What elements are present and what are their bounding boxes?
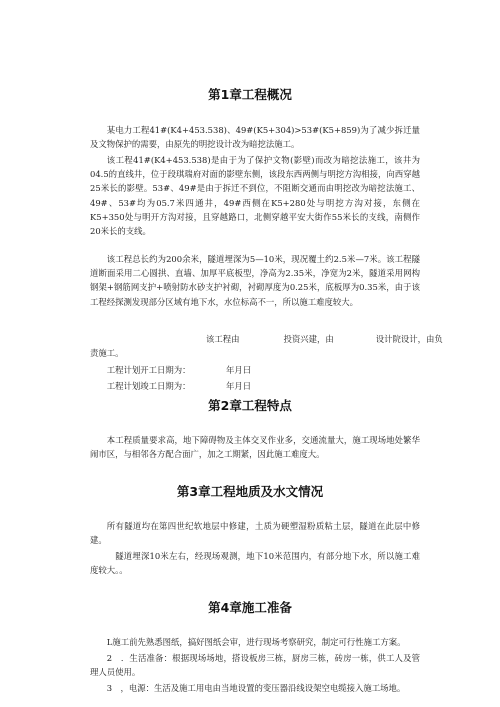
ch4-item-2: 2 ．生活准备：根据现场场地，搭设板房三栋，厨房三栋，砖房一栋，供工人及管理人员使用。 <box>90 653 420 678</box>
ch4-item-3: 3 ，电源：生活及施工用电由当地设置的变压器沿线设架空电缆接入施工场地。 <box>106 683 406 693</box>
chapter-2-title: 第2章工程特点 <box>208 398 292 413</box>
ch3-paragraph-2: 隧道埋深10米左右，经现场观测，地下10米范围内，有部分地下水，所以施工难度较大。。 <box>90 551 420 576</box>
ch3-paragraph-1: 所有隧道均在第四世纪软地层中修建，土质为硬塑湿粉质粘土层，隧道在此层中修建。 <box>90 521 420 546</box>
planned-end-row <box>90 379 430 393</box>
chapter-3-title: 第3章工程地质及水文情况 <box>176 484 324 499</box>
planned-start-value: 年月曰 <box>226 365 252 375</box>
ch2-paragraph-1: 本工程质量要求高，地下障碍物及主体交叉作业多，交通流量大，施工现场地处繁华闹市区，与相邻各方配合面广，加之工期紧，因此施工难度大。 <box>90 435 420 460</box>
ch1-invest-line <box>90 332 443 346</box>
planned-end-value: 年月日 <box>226 381 252 391</box>
planned-start-label: 工程计划开工日期为： <box>106 365 191 375</box>
ch4-item-1: L施工前先熟悉图纸，搞好图纸会审，进行现场考察研究，制定可行性施工方案。 <box>106 637 406 647</box>
invest-part-b: 投资兴建，由 <box>283 334 334 344</box>
ch1-paragraph-3: 该工程总长约为200余米，隧道埋深为5—10米，现况覆土约2.5米—7米。该工程隧道断面采用二心圆拱、直墙、加厚平底板型，净高为2.35米，净宽为2米，隧道采用网构钢架+钢筋网支护+喷射防水砂支护衬砌，衬砌厚度为0.25米，底板厚为0.35米，由于该工程经探测发现部分区域有地下水，水位标高不一，所以施工难度较大。 <box>90 254 420 307</box>
planned-end-label: 工程计划竣工日期为： <box>106 381 191 391</box>
ch1-invest-line-2 <box>90 346 430 360</box>
chapter-4-title: 第4章施工准备 <box>208 600 292 615</box>
invest-part-c: 设计院设计，由负 <box>375 334 443 344</box>
chapter-1-title: 第1章工程概况 <box>208 87 292 102</box>
invest-part-d: 责施工。 <box>90 348 124 358</box>
ch1-paragraph-2: 该工程41#(K4+453.538)是由于为了保护文物(影壁)而改为暗挖法施工，该井为04.5的直线井，位于段琪瑞府对面的影壁东侧，该段东西两侧与明挖方沟相接，向西穿越25米长的影壁。53#、49#是由于拆迁不到位，不阻断交通而由明挖改为暗挖法施工、49#、53#均为05.7米四通井，49#西侧在K5+280处与明挖方沟对接，东侧在K5+350处与明开方沟对接，且穿越路口，北侧穿越平安大街作55米长的支线，南侧作20米长的支线。 <box>90 155 420 237</box>
planned-start-row <box>90 363 430 377</box>
invest-part-a: 该工程由 <box>206 334 240 344</box>
ch1-paragraph-1: 某电力工程41#(K4+453.538)、49#(K5+304)>53#(K5+859)为了减少拆迁量及文物保护的需要，由原先的明挖设计改为暗挖法施工。 <box>90 125 420 150</box>
